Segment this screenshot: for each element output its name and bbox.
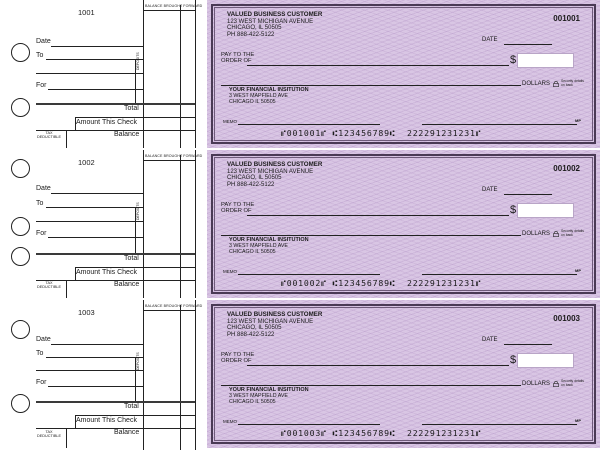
bank-address-2: CHICAGO IL 50505 bbox=[229, 398, 276, 405]
stub-check-number: 1003 bbox=[78, 308, 95, 317]
bank-address-2: CHICAGO IL 50505 bbox=[229, 98, 276, 105]
stub-total-label: Total bbox=[124, 105, 139, 112]
balance-brought-forward-label: BALANCE BROUGHT FORWARD bbox=[145, 4, 203, 8]
stub-for-label: For bbox=[36, 379, 47, 386]
divider bbox=[143, 310, 195, 311]
stub-to-line[interactable] bbox=[46, 59, 143, 60]
security-note: Security details on back bbox=[561, 79, 584, 87]
dollar-sign: $ bbox=[510, 54, 517, 66]
divider bbox=[180, 155, 181, 298]
customer-address-1: 123 WEST MICHIGAN AVENUE bbox=[227, 168, 314, 175]
check-stub bbox=[0, 300, 205, 448]
bank-name: YOUR FINANCIAL INSITUTION bbox=[229, 387, 309, 393]
payee-line[interactable] bbox=[247, 365, 509, 366]
divider bbox=[195, 150, 196, 298]
pay-to-line-2: ORDER OF bbox=[221, 208, 252, 215]
stub-balance-label: Balance bbox=[114, 429, 140, 436]
bank-block bbox=[229, 388, 309, 406]
memo-line[interactable] bbox=[238, 424, 380, 425]
security-note: Security details on back bbox=[561, 379, 584, 387]
tax-deductible-label: TAX DEDUCTIBLE bbox=[37, 430, 62, 439]
customer-block bbox=[227, 162, 322, 188]
divider bbox=[36, 253, 195, 255]
divider bbox=[75, 267, 195, 268]
date-line[interactable] bbox=[504, 44, 552, 45]
binder-hole bbox=[11, 217, 30, 236]
memo-line[interactable] bbox=[238, 124, 380, 125]
check-number: 001002 bbox=[553, 164, 580, 173]
customer-block bbox=[227, 312, 322, 338]
mp-label: MP bbox=[575, 418, 581, 423]
amount-words-line[interactable] bbox=[221, 385, 521, 386]
amount-box[interactable] bbox=[517, 203, 574, 218]
dollar-sign: $ bbox=[510, 354, 517, 366]
customer-phone: PH 888-422-5122 bbox=[227, 331, 275, 338]
deposits-label: DEPOSITS bbox=[136, 202, 140, 220]
stub-line bbox=[36, 73, 143, 74]
signature-line[interactable] bbox=[422, 424, 577, 425]
stub-amount-label: Amount This Check bbox=[76, 269, 137, 276]
pay-to-line-2: ORDER OF bbox=[221, 358, 252, 365]
micr-line: ⑈001003⑈ ⑆123456789⑆ 222291231231⑈ bbox=[281, 428, 482, 438]
pay-to-line-1: PAY TO THE bbox=[221, 202, 255, 208]
stub-to-label: To bbox=[36, 200, 44, 207]
divider bbox=[66, 130, 67, 148]
date-label: DATE bbox=[482, 187, 498, 193]
pay-to-label bbox=[221, 52, 254, 65]
check bbox=[207, 0, 600, 148]
bank-address-1: 3 WEST MAPFIELD AVE bbox=[229, 242, 288, 249]
check bbox=[207, 300, 600, 448]
lock-icon bbox=[553, 81, 559, 87]
stub-for-label: For bbox=[36, 82, 47, 89]
stub-line bbox=[36, 221, 143, 222]
pay-to-label bbox=[221, 202, 254, 215]
check-stub bbox=[0, 0, 205, 148]
stub-balance-label: Balance bbox=[114, 131, 140, 138]
stub-to-line[interactable] bbox=[46, 207, 143, 208]
tax-deductible-label: TAX DEDUCTIBLE bbox=[37, 281, 62, 290]
memo-line[interactable] bbox=[238, 274, 380, 275]
customer-name: VALUED BUSINESS CUSTOMER bbox=[227, 311, 323, 318]
stub-date-line[interactable] bbox=[51, 46, 143, 47]
date-label: DATE bbox=[482, 37, 498, 43]
date-line[interactable] bbox=[504, 194, 552, 195]
pay-to-line-1: PAY TO THE bbox=[221, 352, 255, 358]
stub-for-line[interactable] bbox=[48, 386, 143, 387]
dollars-label: DOLLARS bbox=[522, 231, 551, 237]
stub-date-label: Date bbox=[36, 336, 51, 343]
date-label: DATE bbox=[482, 337, 498, 343]
payee-line[interactable] bbox=[247, 65, 509, 66]
customer-name: VALUED BUSINESS CUSTOMER bbox=[227, 11, 323, 18]
binder-hole bbox=[11, 159, 30, 178]
stub-balance-label: Balance bbox=[114, 281, 140, 288]
divider bbox=[143, 0, 144, 148]
memo-label: MEMO bbox=[223, 119, 237, 124]
divider bbox=[36, 103, 195, 105]
stub-amount-label: Amount This Check bbox=[76, 119, 137, 126]
customer-address-2: CHICAGO, IL 50505 bbox=[227, 175, 282, 182]
divider bbox=[66, 280, 67, 298]
bank-address-2: CHICAGO IL 50505 bbox=[229, 248, 276, 255]
stub-date-line[interactable] bbox=[51, 344, 143, 345]
pay-to-line-2: ORDER OF bbox=[221, 58, 252, 65]
stub-check-number: 1002 bbox=[78, 158, 95, 167]
payee-line[interactable] bbox=[247, 215, 509, 216]
stub-total-label: Total bbox=[124, 403, 139, 410]
divider bbox=[143, 160, 195, 161]
amount-box[interactable] bbox=[517, 53, 574, 68]
binder-hole bbox=[11, 247, 30, 266]
check-row-3 bbox=[0, 300, 600, 448]
signature-line[interactable] bbox=[422, 274, 577, 275]
divider bbox=[36, 401, 195, 403]
divider bbox=[66, 428, 67, 448]
bank-address-1: 3 WEST MAPFIELD AVE bbox=[229, 392, 288, 399]
bank-name: YOUR FINANCIAL INSITUTION bbox=[229, 237, 309, 243]
stub-for-label: For bbox=[36, 230, 47, 237]
stub-to-line[interactable] bbox=[46, 357, 143, 358]
micr-line: ⑈001002⑈ ⑆123456789⑆ 222291231231⑈ bbox=[281, 278, 482, 288]
stub-amount-label: Amount This Check bbox=[76, 417, 137, 424]
customer-name: VALUED BUSINESS CUSTOMER bbox=[227, 161, 323, 168]
security-note: Security details on back bbox=[561, 229, 584, 237]
memo-label: MEMO bbox=[223, 269, 237, 274]
check bbox=[207, 150, 600, 298]
customer-phone: PH 888-422-5122 bbox=[227, 181, 275, 188]
customer-address-2: CHICAGO, IL 50505 bbox=[227, 25, 282, 32]
stub-date-label: Date bbox=[36, 38, 51, 45]
binder-hole bbox=[11, 394, 30, 413]
binder-hole bbox=[11, 43, 30, 62]
stub-to-label: To bbox=[36, 350, 44, 357]
amount-words-line[interactable] bbox=[221, 235, 521, 236]
mp-label: MP bbox=[575, 118, 581, 123]
divider bbox=[75, 117, 76, 131]
lock-icon bbox=[553, 231, 559, 237]
customer-block bbox=[227, 12, 322, 38]
signature-line[interactable] bbox=[422, 124, 577, 125]
customer-phone: PH 888-422-5122 bbox=[227, 31, 275, 38]
stub-date-label: Date bbox=[36, 185, 51, 192]
bank-name: YOUR FINANCIAL INSITUTION bbox=[229, 87, 309, 93]
check-number: 001001 bbox=[553, 14, 580, 23]
customer-address-1: 123 WEST MICHIGAN AVENUE bbox=[227, 318, 314, 325]
divider bbox=[195, 0, 196, 148]
divider bbox=[75, 415, 195, 416]
check-row-2 bbox=[0, 150, 600, 298]
stub-check-number: 1001 bbox=[78, 8, 95, 17]
customer-address-1: 123 WEST MICHIGAN AVENUE bbox=[227, 18, 314, 25]
customer-address-2: CHICAGO, IL 50505 bbox=[227, 325, 282, 332]
dollar-sign: $ bbox=[510, 204, 517, 216]
dollars-label: DOLLARS bbox=[522, 381, 551, 387]
deposits-label: DEPOSITS bbox=[136, 352, 140, 370]
deposits-label: DEPOSITS bbox=[136, 52, 140, 70]
check-row-1 bbox=[0, 0, 600, 148]
divider bbox=[75, 415, 76, 429]
dollars-label: DOLLARS bbox=[522, 81, 551, 87]
pay-to-label bbox=[221, 352, 254, 365]
stub-for-line[interactable] bbox=[48, 237, 143, 238]
balance-brought-forward-label: BALANCE BROUGHT FORWARD bbox=[145, 154, 203, 158]
stub-to-label: To bbox=[36, 52, 44, 59]
bank-block bbox=[229, 238, 309, 256]
stub-line bbox=[36, 370, 143, 371]
check-stub bbox=[0, 150, 205, 298]
stub-for-line[interactable] bbox=[48, 89, 143, 90]
check-number: 001003 bbox=[553, 314, 580, 323]
divider bbox=[195, 300, 196, 450]
binder-hole bbox=[11, 320, 30, 339]
divider bbox=[75, 267, 76, 281]
amount-box[interactable] bbox=[517, 353, 574, 368]
stub-date-line[interactable] bbox=[51, 193, 143, 194]
pay-to-line-1: PAY TO THE bbox=[221, 52, 255, 58]
lock-icon bbox=[553, 381, 559, 387]
mp-label: MP bbox=[575, 268, 581, 273]
binder-hole bbox=[11, 98, 30, 117]
bank-address-1: 3 WEST MAPFIELD AVE bbox=[229, 92, 288, 99]
bank-block bbox=[229, 88, 309, 106]
tax-deductible-label: TAX DEDUCTIBLE bbox=[37, 131, 62, 140]
balance-brought-forward-label: BALANCE BROUGHT FORWARD bbox=[145, 304, 203, 308]
stub-total-label: Total bbox=[124, 255, 139, 262]
divider bbox=[143, 10, 195, 11]
divider bbox=[75, 117, 195, 118]
date-line[interactable] bbox=[504, 344, 552, 345]
micr-line: ⑈001001⑈ ⑆123456789⑆ 222291231231⑈ bbox=[281, 128, 482, 138]
divider bbox=[143, 150, 144, 298]
memo-label: MEMO bbox=[223, 419, 237, 424]
amount-words-line[interactable] bbox=[221, 85, 521, 86]
divider bbox=[180, 5, 181, 148]
